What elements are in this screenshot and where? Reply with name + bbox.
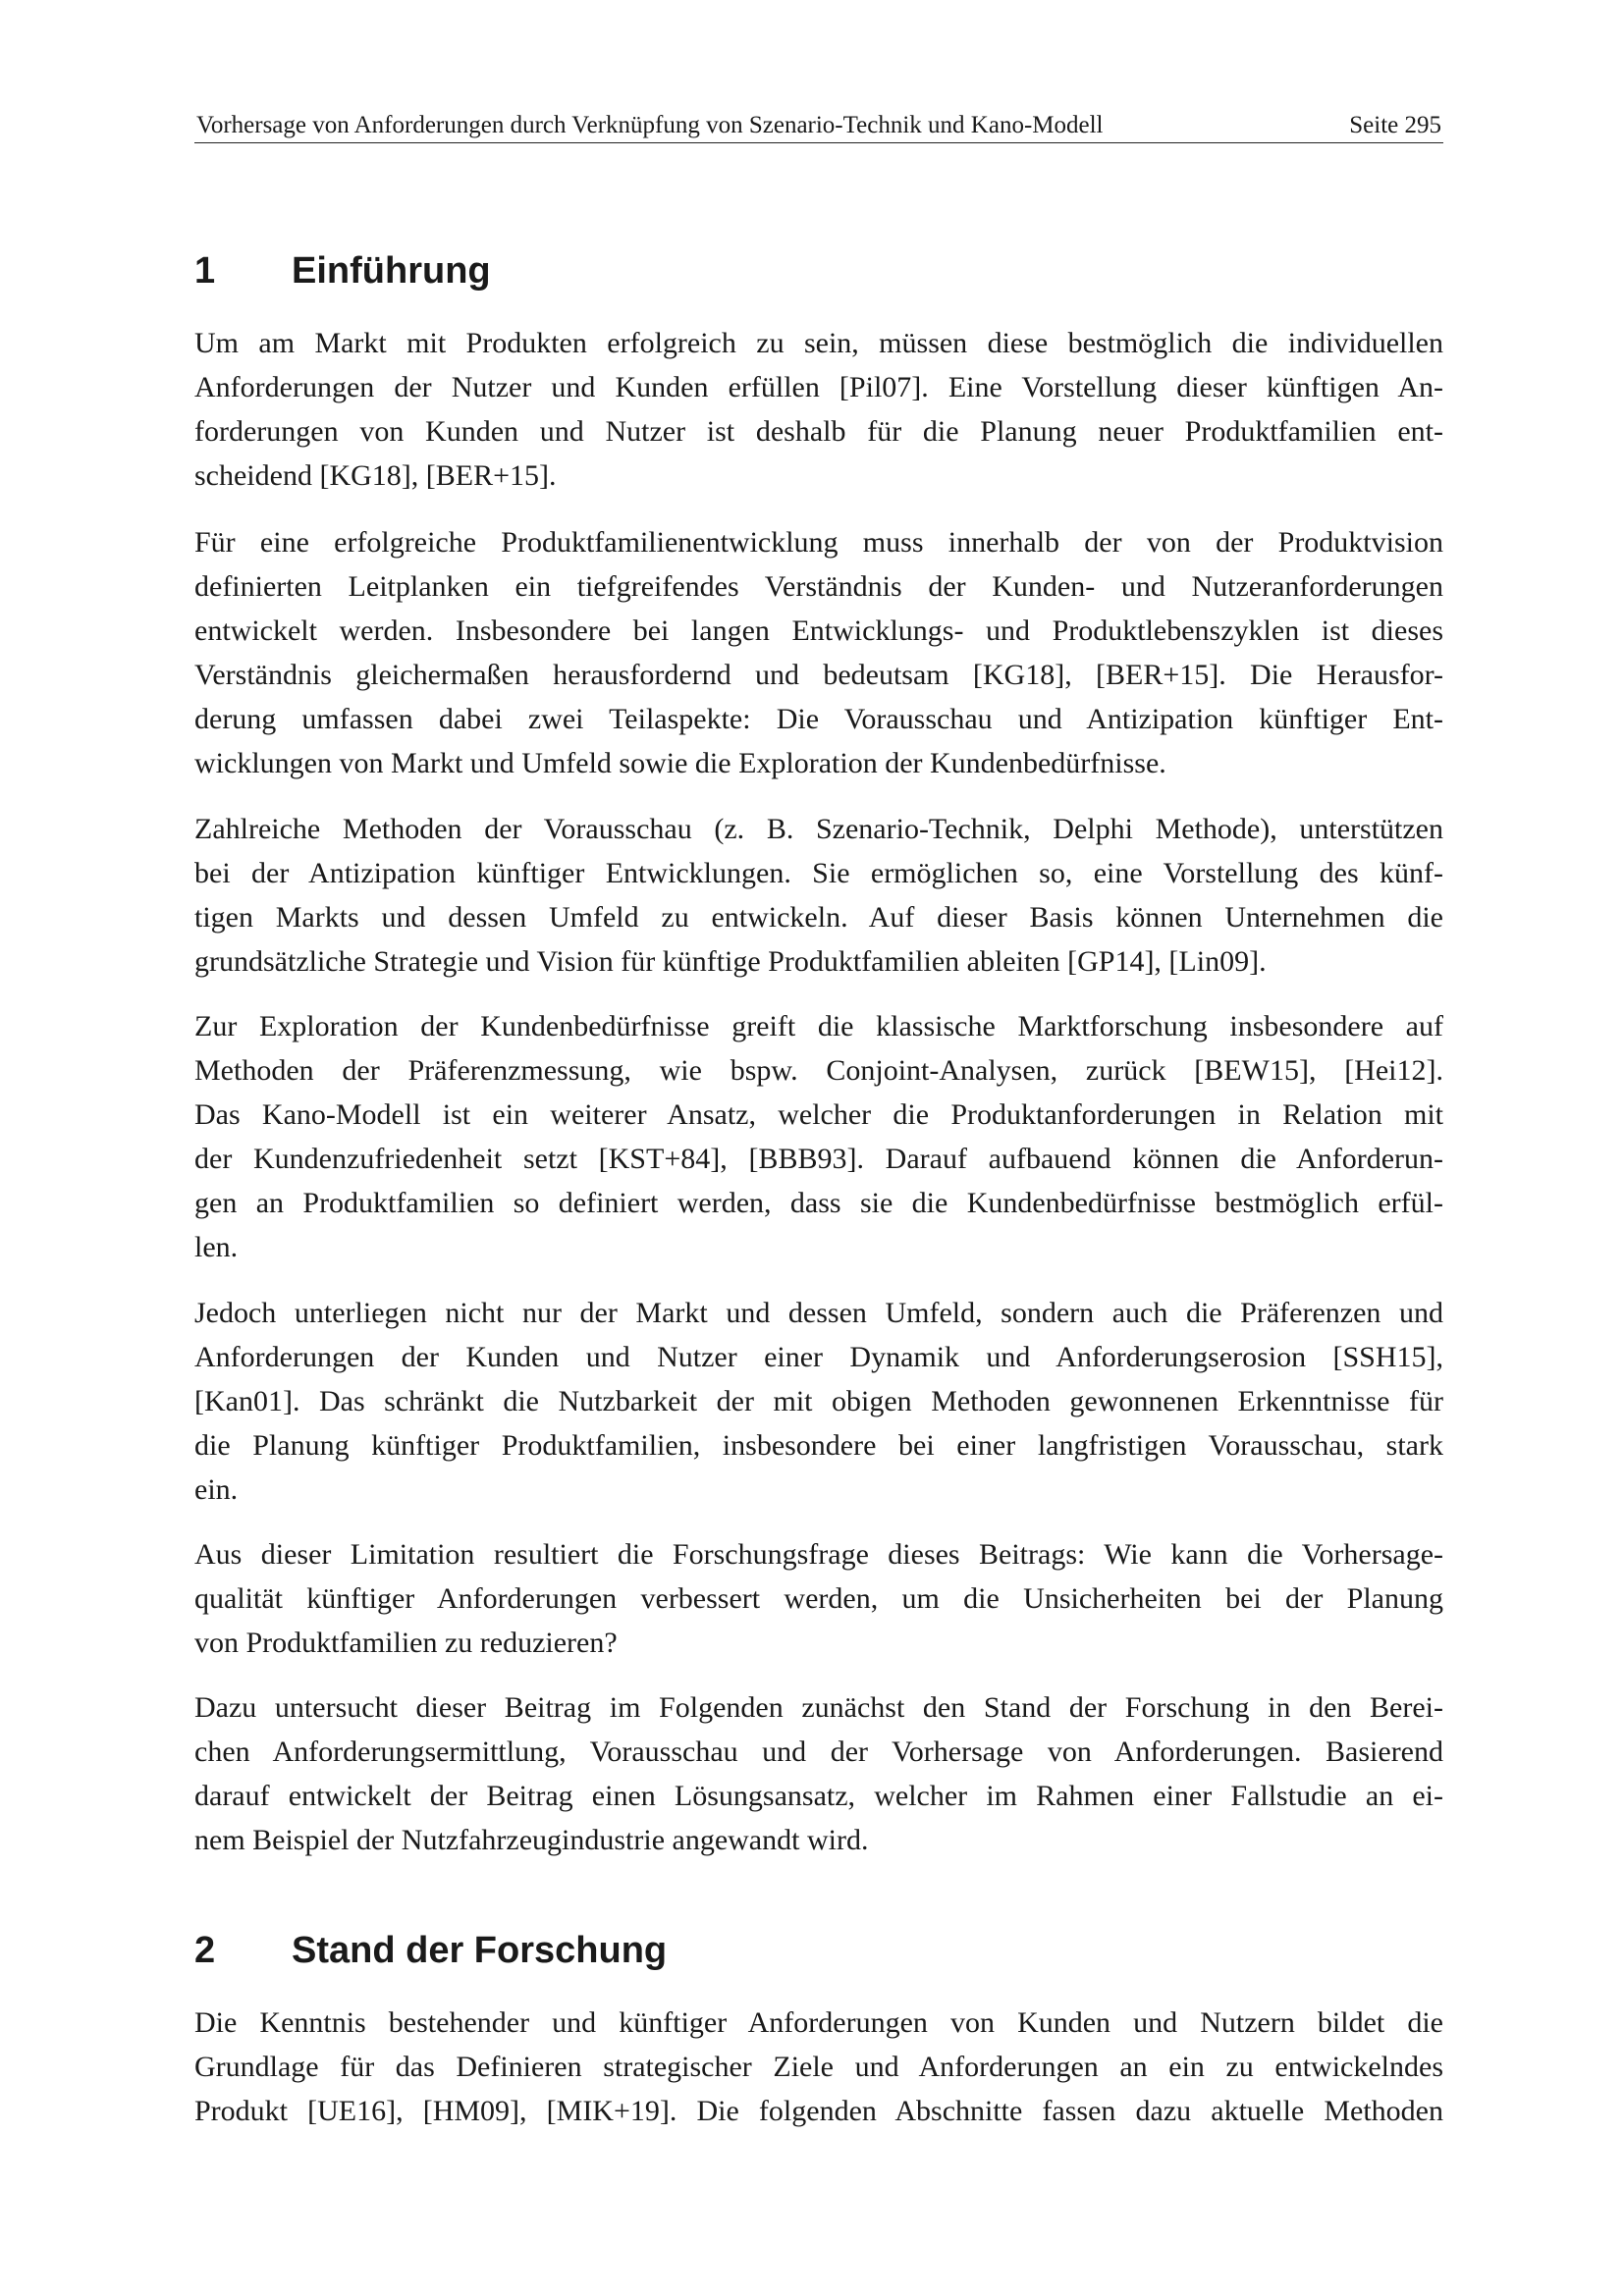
text-line: der Kundenzufriedenheit setzt [KST+84], [BBB93]. Darauf aufbauend können die Anforderun- — [194, 1143, 1443, 1175]
text-line: tigen Markts und dessen Umfeld zu entwickeln. Auf dieser Basis können Unternehmen die — [194, 901, 1443, 934]
text-line: Zahlreiche Methoden der Vorausschau (z. B. Szenario-Technik, Delphi Methode), unterstützen — [194, 813, 1443, 845]
section-number: 2 — [194, 1930, 216, 1971]
page-number: Seite 295 — [1349, 112, 1441, 138]
paragraph — [194, 1004, 1443, 1269]
section-title: Einführung — [292, 250, 491, 292]
text-line: chen Anforderungsermittlung, Vorausschau und der Vorhersage von Anforderungen. Basierend — [194, 1735, 1443, 1768]
text-line: Dazu untersucht dieser Beitrag im Folgenden zunächst den Stand der Forschung in den Berei- — [194, 1691, 1443, 1724]
paragraph — [194, 321, 1443, 498]
paragraph — [194, 807, 1443, 984]
text-line: len. — [194, 1231, 239, 1263]
text-line: scheidend [KG18], [BER+15]. — [194, 459, 557, 492]
text-line: Anforderungen der Kunden und Nutzer einer Dynamik und Anforderungserosion [SSH15], — [194, 1341, 1443, 1373]
text-line: grundsätzliche Strategie und Vision für künftige Produktfamilien ableiten [GP14], [Lin09]. — [194, 945, 1267, 978]
running-title: Vorhersage von Anforderungen durch Verknüpfung von Szenario-Technik und Kano-Modell — [196, 112, 1104, 138]
text-line: gen an Produktfamilien so definiert werden, dass sie die Kundenbedürfnisse bestmöglich erfül- — [194, 1187, 1443, 1219]
text-line: ein. — [194, 1473, 239, 1506]
text-line: Methoden der Präferenzmessung, wie bspw. Conjoint-Analysen, zurück [BEW15], [Hei12]. — [194, 1054, 1443, 1087]
section-heading-2 — [194, 1928, 667, 1973]
text-line: qualität künftiger Anforderungen verbessert werden, um die Unsicherheiten bei der Planung — [194, 1582, 1443, 1615]
section-heading-1 — [194, 248, 491, 294]
text-line: Anforderungen der Nutzer und Kunden erfüllen [Pil07]. Eine Vorstellung dieser künftigen An- — [194, 371, 1443, 403]
text-line: Grundlage für das Definieren strategischer Ziele und Anforderungen an ein zu entwickelndes — [194, 2051, 1443, 2083]
text-line: Die Kenntnis bestehender und künftiger Anforderungen von Kunden und Nutzern bildet die — [194, 2006, 1443, 2039]
text-line: Zur Exploration der Kundenbedürfnisse greift die klassische Marktforschung insbesondere auf — [194, 1010, 1443, 1042]
section-title: Stand der Forschung — [292, 1930, 668, 1971]
running-header — [194, 109, 1443, 143]
text-line: von Produktfamilien zu reduzieren? — [194, 1627, 618, 1659]
text-line: Das Kano-Modell ist ein weiterer Ansatz, welcher die Produktanforderungen in Relation mit — [194, 1098, 1443, 1131]
text-line: entwickelt werden. Insbesondere bei langen Entwicklungs- und Produktlebenszyklen ist dieses — [194, 614, 1443, 647]
text-line: darauf entwickelt der Beitrag einen Lösungsansatz, welcher im Rahmen einer Fallstudie an ei- — [194, 1780, 1443, 1812]
paragraph — [194, 1685, 1443, 1862]
text-line: Verständnis gleichermaßen herausfordernd und bedeutsam [KG18], [BER+15]. Die Herausfor- — [194, 659, 1443, 691]
text-line: Jedoch unterliegen nicht nur der Markt und dessen Umfeld, sondern auch die Präferenzen und — [194, 1297, 1443, 1329]
paragraph — [194, 1532, 1443, 1665]
text-line: Für eine erfolgreiche Produktfamilienentwicklung muss innerhalb der von der Produktvision — [194, 526, 1443, 559]
paragraph — [194, 1291, 1443, 1512]
text-line: bei der Antizipation künftiger Entwicklungen. Sie ermöglichen so, eine Vorstellung des künf- — [194, 857, 1443, 889]
text-line: definierten Leitplanken ein tiefgreifendes Verständnis der Kunden- und Nutzeranforderungen — [194, 570, 1443, 603]
text-line: nem Beispiel der Nutzfahrzeugindustrie angewandt wird. — [194, 1824, 869, 1856]
text-line: die Planung künftiger Produktfamilien, insbesondere bei einer langfristigen Vorausschau, stark — [194, 1429, 1443, 1462]
text-line: forderungen von Kunden und Nutzer ist deshalb für die Planung neuer Produktfamilien ent- — [194, 415, 1443, 448]
text-line: Produkt [UE16], [HM09], [MIK+19]. Die folgenden Abschnitte fassen dazu aktuelle Methoden — [194, 2095, 1443, 2127]
section-number: 1 — [194, 250, 216, 292]
paragraph — [194, 520, 1443, 785]
text-line: [Kan01]. Das schränkt die Nutzbarkeit der mit obigen Methoden gewonnenen Erkenntnisse für — [194, 1385, 1443, 1417]
text-line: Um am Markt mit Produkten erfolgreich zu sein, müssen diese bestmöglich die individuellen — [194, 327, 1443, 359]
text-line: derung umfassen dabei zwei Teilaspekte: Die Vorausschau und Antizipation künftiger Ent- — [194, 703, 1443, 735]
text-line: wicklungen von Markt und Umfeld sowie die Exploration der Kundenbedürfnisse. — [194, 747, 1166, 779]
text-line: Aus dieser Limitation resultiert die Forschungsfrage dieses Beitrags: Wie kann die Vorhersage- — [194, 1538, 1443, 1571]
paragraph — [194, 2001, 1443, 2133]
